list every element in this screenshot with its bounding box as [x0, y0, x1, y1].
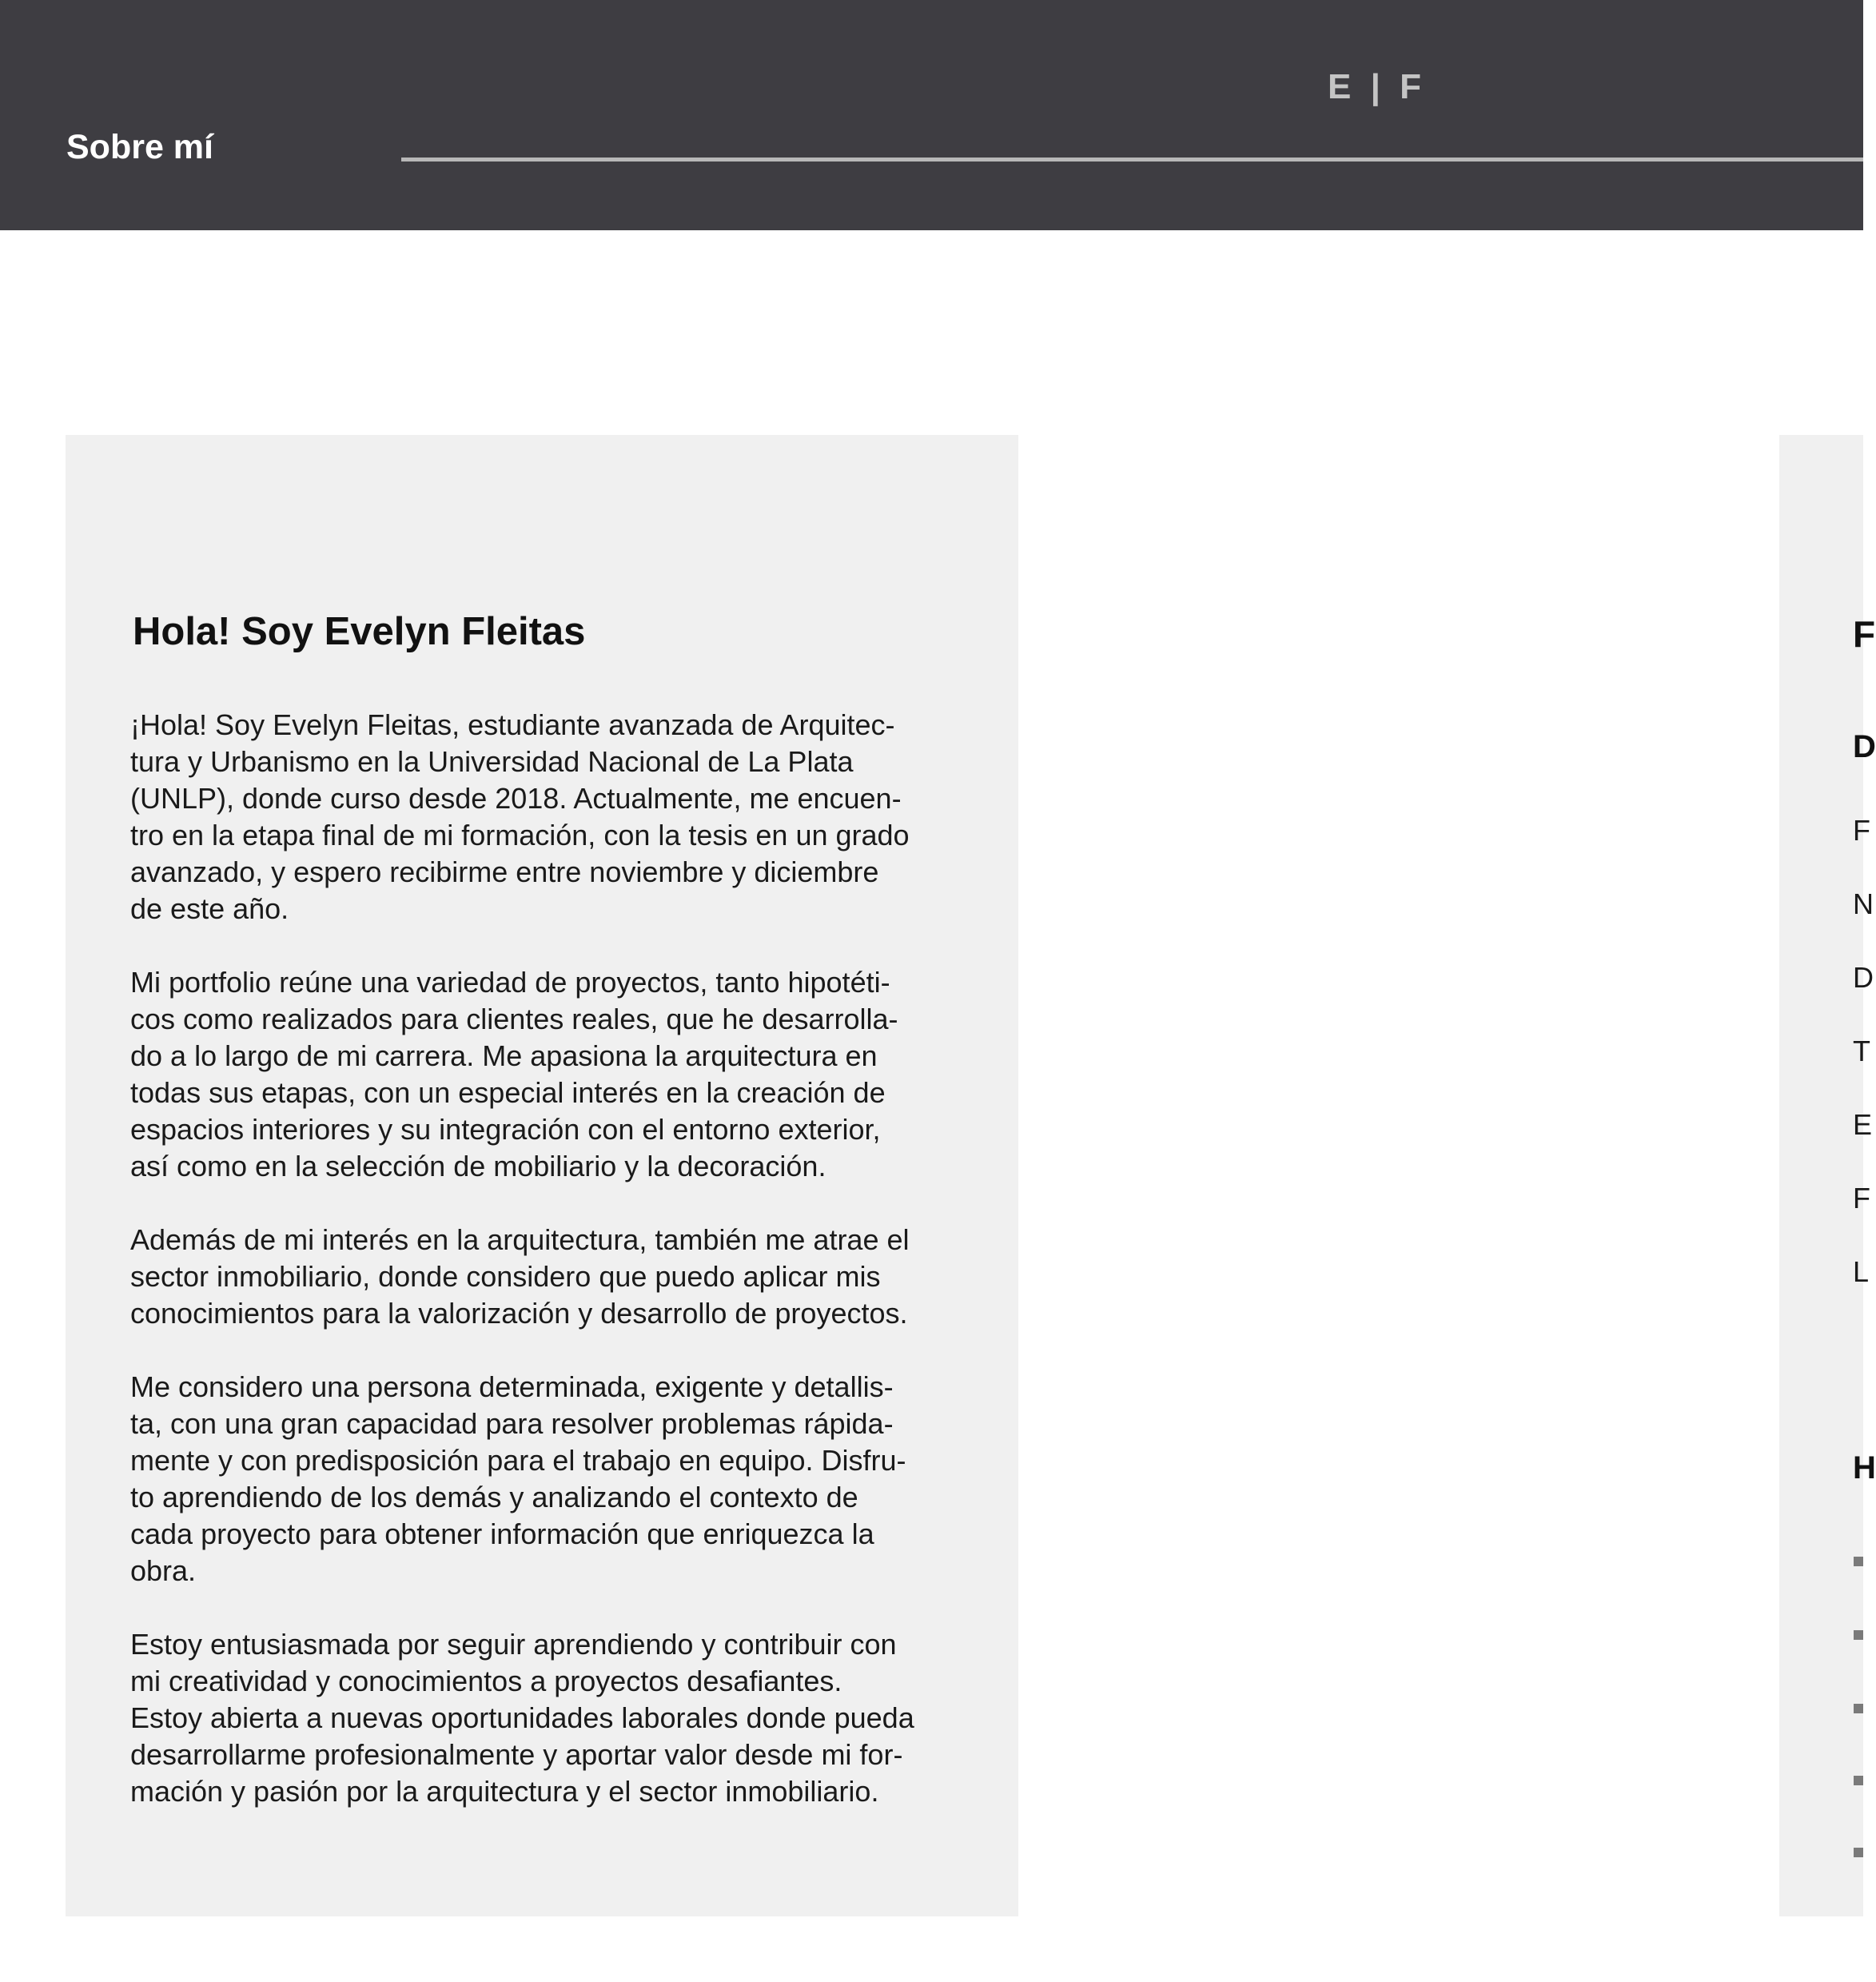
intro-heading: Hola! Soy Evelyn Fleitas [133, 610, 586, 653]
intro-body [130, 707, 994, 1847]
text-line: tura y Urbanismo en la Universidad Nacional de La Plata [130, 745, 854, 778]
text-line: cos como realizados para clientes reales, que he desarrolla- [130, 1003, 898, 1035]
text-line: tro en la etapa final de mi formación, con la tesis en un grado [130, 819, 910, 851]
intro-card [66, 435, 1018, 1916]
text-line: cada proyecto para obtener información que enriquezca la [130, 1517, 874, 1550]
details-subheading: D [1853, 729, 1876, 764]
text-line: de este año. [130, 892, 289, 925]
text-line: ta, con una gran capacidad para resolver problemas rápida- [130, 1407, 894, 1440]
text-line: obra. [130, 1554, 197, 1587]
text-line: conocimientos para la valorización y desarrollo de proyectos. [130, 1297, 908, 1330]
bullet-icon [1854, 1704, 1863, 1713]
section-title: Sobre mí [66, 128, 213, 166]
text-line: todas sus etapas, con un especial interés en la creación de [130, 1076, 886, 1109]
bullet-icon [1854, 1557, 1863, 1566]
intro-paragraph [130, 964, 994, 1185]
text-line: mente y con predisposición para el trabajo en equipo. Disfru- [130, 1444, 906, 1477]
details-item: F [1853, 1182, 1870, 1214]
details-item: L [1853, 1255, 1870, 1288]
text-line: mi creatividad y conocimientos a proyectos desafiantes. [130, 1665, 842, 1697]
header-divider [401, 158, 1863, 162]
text-line: to aprendiendo de los demás y analizando el contexto de [130, 1481, 858, 1513]
logo: E | F [1328, 67, 1426, 106]
text-line: mación y pasión por la arquitectura y el sector inmobiliario. [130, 1775, 879, 1808]
skills-subheading: H [1853, 1450, 1876, 1486]
text-line: Me considero una persona determinada, exigente y detallis- [130, 1370, 894, 1403]
text-line: desarrollarme profesionalmente y aportar valor desde mi for- [130, 1738, 903, 1771]
text-line: do a lo largo de mi carrera. Me apasiona la arquitectura en [130, 1039, 878, 1072]
text-line: Mi portfolio reúne una variedad de proyectos, tanto hipotéti- [130, 966, 890, 999]
intro-paragraph [130, 707, 994, 927]
intro-paragraph [130, 1626, 994, 1810]
bullet-icon [1854, 1630, 1863, 1640]
details-item: D [1853, 961, 1874, 994]
text-line: avanzado, y espero recibirme entre noviembre y diciembre [130, 855, 879, 888]
bullet-icon [1854, 1776, 1863, 1785]
text-line: Además de mi interés en la arquitectura, también me atrae el [130, 1223, 910, 1256]
text-line: sector inmobiliario, donde considero que puedo aplicar mis [130, 1260, 881, 1293]
intro-paragraph [130, 1369, 994, 1589]
details-item: F [1853, 814, 1870, 847]
header-bar [0, 0, 1863, 230]
details-heading: F [1853, 613, 1876, 655]
details-item: N [1853, 887, 1874, 920]
text-line: así como en la selección de mobiliario y la decoración. [130, 1150, 826, 1182]
text-line: Estoy abierta a nuevas oportunidades laborales donde pueda [130, 1701, 914, 1734]
text-line: espacios interiores y su integración con el entorno exterior, [130, 1113, 881, 1146]
details-item: E [1853, 1108, 1873, 1141]
intro-paragraph [130, 1222, 994, 1332]
details-item: T [1853, 1035, 1870, 1067]
text-line: (UNLP), donde curso desde 2018. Actualmente, me encuen- [130, 782, 902, 815]
bullet-icon [1854, 1848, 1863, 1857]
text-line: ¡Hola! Soy Evelyn Fleitas, estudiante avanzada de Arquitec- [130, 708, 895, 741]
text-line: Estoy entusiasmada por seguir aprendiendo y contribuir con [130, 1628, 897, 1661]
details-card [1779, 435, 1876, 1916]
